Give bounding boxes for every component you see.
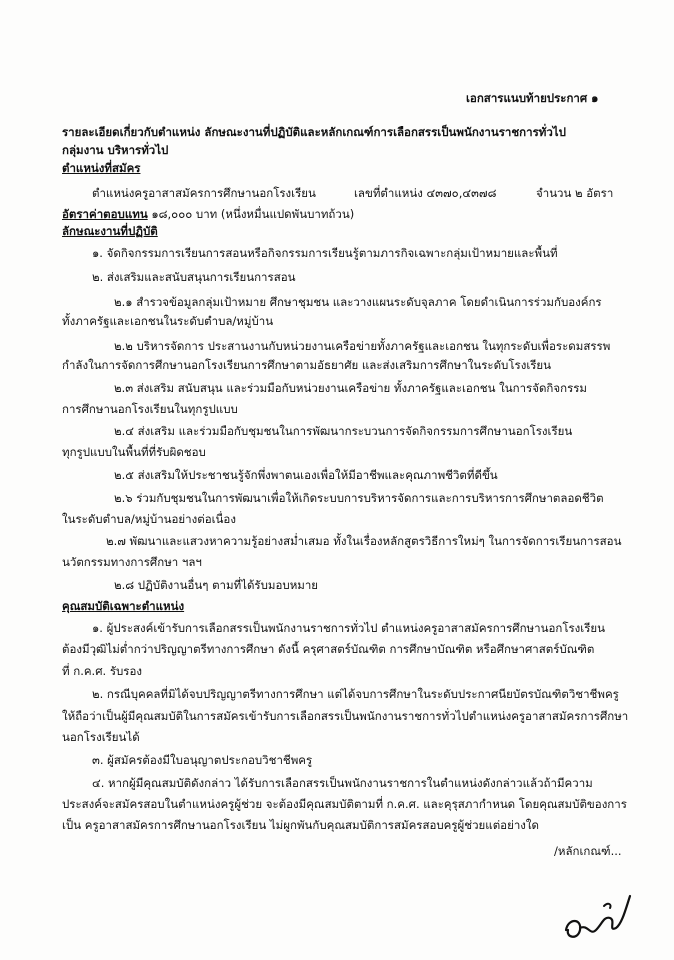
position-count: จำนวน ๒ อัตรา [536,186,614,200]
salary-row [62,206,354,222]
qual-4-line3: เป็น ครูอาสาสมัครการศึกษานอกโรงเรียน ไม่ผูกพันกับคุณสมบัติการสมัครสอบครูผู้ช่วยแต่อย่างใด [62,818,539,832]
duty-2-5: ๒.๕ ส่งเสริมให้ประชาชนรู้จักพึ่งพาตนเองเพื่อให้มีอาชีพและคุณภาพชีวิตที่ดีขึ้น [114,468,498,482]
duty-2-1-line2: ทั้งภาครัฐและเอกชนในระดับตำบล/หมู่บ้าน [62,314,274,328]
position-heading: ตำแหน่งที่สมัคร [62,161,141,175]
qual-2-line1: ๒. กรณีบุคคลที่มิได้จบปริญญาตรีทางการศึกษา แต่ได้จบการศึกษาในระดับประกาศนียบัตรบัณฑิตวิชาชีพครู [92,687,619,701]
duty-2-7-line2: นวัตกรรมทางการศึกษา ฯลฯ [62,555,202,569]
qual-2-line3: นอกโรงเรียนได้ [62,730,140,744]
doc-reference: เอกสารแนบท้ายประกาศ ๑ [466,91,599,105]
duty-2-1-line1: ๒.๑ สำรวจข้อมูลกลุ่มเป้าหมาย ศึกษาชุมชน และวางแผนระดับจุลภาค โดยดำเนินการร่วมกับองค์กร [114,295,602,309]
qual-1-line2: ต้องมีวุฒิไม่ต่ำกว่าปริญญาตรีทางการศึกษา ดังนี้ ครุศาสตร์บัณฑิต การศึกษาบัณฑิต หรือศึกษาศาสตร์บัณฑิต [62,642,595,656]
continue-note: /หลักเกณฑ์... [554,844,622,858]
position-name: ตำแหน่งครูอาสาสมัครการศึกษานอกโรงเรียน [92,186,316,200]
qual-1-line3: ที่ ก.ค.ศ. รับรอง [62,664,142,678]
salary-value: ๑๘,๐๐๐ บาท (หนึ่งหมื่นแปดพันบาทถ้วน) [151,207,355,221]
handwritten-signature [560,888,640,948]
duty-2-7-line1: ๒.๗ พัฒนาและแสวงหาความรู้อย่างสม่ำเสมอ ทั้งในเรื่องหลักสูตรวิธีการใหม่ๆ ในการจัดการเรียนการสอน [106,534,622,548]
qual-4-line1: ๔. หากผู้มีคุณสมบัติดังกล่าว ได้รับการเลือกสรรเป็นพนักงานราชการในตำแหน่งดังกล่าวแล้วถ้ามีความ [92,776,593,790]
doc-title: รายละเอียดเกี่ยวกับตำแหน่ง ลักษณะงานที่ปฏิบัติและหลักเกณฑ์การเลือกสรรเป็นพนักงานราชการทั่วไป [62,125,566,139]
duty-2-3-line2: การศึกษานอกโรงเรียนในทุกรูปแบบ [62,402,238,416]
qual-3: ๓. ผู้สมัครต้องมีใบอนุญาตประกอบวิชาชีพครู [92,753,313,767]
work-group: กลุ่มงาน บริหารทั่วไป [62,143,169,157]
duty-2-4-line1: ๒.๔ ส่งเสริม และร่วมมือกับชุมชนในการพัฒนากระบวนการจัดกิจกรรมการศึกษานอกโรงเรียน [114,424,573,438]
qual-2-line2: ให้ถือว่าเป็นผู้มีคุณสมบัติในการสมัครเข้ารับการเลือกสรรเป็นพนักงานราชการทั่วไปตำแหน่งครูอาสาสมัครการศึกษา [62,709,629,723]
qualifications-heading: คุณสมบัติเฉพาะตำแหน่ง [62,599,185,613]
duty-2-2-line1: ๒.๒ บริหารจัดการ ประสานงานกับหน่วยงานเครือข่ายทั้งภาครัฐและเอกชน ในทุกระดับเพื่อระดมสรรพ [114,339,611,353]
duty-2-2-line2: กำลังในการจัดการศึกษานอกโรงเรียนการศึกษาตามอัธยาศัย และส่งเสริมการศึกษาในระดับโรงเรียน [62,358,552,372]
duty-2-4-line2: ทุกรูปแบบในพื้นที่ที่รับผิดชอบ [62,445,206,459]
qual-4-line2: ประสงค์จะสมัครสอบในตำแหน่งครูผู้ช่วย จะต้องมีคุณสมบัติตามที่ ก.ค.ศ. และคุรุสภากำหนด โดยคุณสมบัติของการ [62,797,627,811]
duty-1: ๑. จัดกิจกรรมการเรียนการสอนหรือกิจกรรมการเรียนรู้ตามภารกิจเฉพาะกลุ่มเป้าหมายและพื้นที่ [92,246,558,260]
duty-2-6-line1: ๒.๖ ร่วมกับชุมชนในการพัฒนาเพื่อให้เกิดระบบการบริหารจัดการและการบริหารการศึกษาตลอดชีวิต [114,491,604,505]
duties-heading: ลักษณะงานที่ปฏิบัติ [62,224,158,238]
duty-2: ๒. ส่งเสริมและสนับสนุนการเรียนการสอน [92,270,296,284]
qual-1-line1: ๑. ผู้ประสงค์เข้ารับการเลือกสรรเป็นพนักงานราชการทั่วไป ตำแหน่งครูอาสาสมัครการศึกษานอกโรงเรียน [92,621,605,635]
salary-label: อัตราค่าตอบแทน [62,207,148,221]
duty-2-3-line1: ๒.๓ ส่งเสริม สนับสนุน และร่วมมือกับหน่วยงานเครือข่าย ทั้งภาครัฐและเอกชน ในการจัดกิจกรรม [114,381,588,395]
duty-2-6-line2: ในระดับตำบล/หมู่บ้านอย่างต่อเนื่อง [62,512,236,526]
duty-2-8: ๒.๘ ปฏิบัติงานอื่นๆ ตามที่ได้รับมอบหมาย [114,578,319,592]
position-number: เลขที่ตำแหน่ง ๔๓๗๐,๔๓๗๘ [354,186,497,200]
